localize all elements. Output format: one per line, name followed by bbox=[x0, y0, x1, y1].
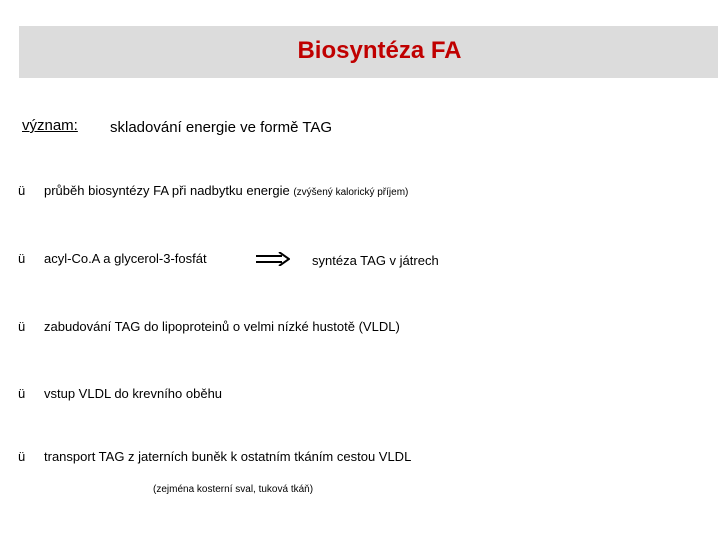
check-icon: ü bbox=[18, 319, 26, 334]
bullet-text: vstup VLDL do krevního oběhu bbox=[44, 386, 223, 401]
bullet-acyl-coa bbox=[18, 251, 207, 266]
bullet-text: transport TAG z jaterních buněk k ostatním tkáním cestou VLDL bbox=[44, 449, 412, 464]
double-right-arrow-icon bbox=[256, 252, 290, 266]
bullet-vldl-assembly bbox=[18, 319, 400, 334]
bullet-vldl-circulation bbox=[18, 386, 222, 401]
check-icon: ü bbox=[18, 386, 26, 401]
page-title: Biosyntéza FA bbox=[297, 37, 462, 64]
bullet-note: (zvýšený kalorický příjem) bbox=[293, 187, 409, 198]
check-icon: ü bbox=[18, 449, 26, 464]
check-icon: ü bbox=[18, 251, 26, 266]
title-bar bbox=[19, 26, 718, 78]
footnote: (zejména kosterní sval, tuková tkáň) bbox=[153, 484, 314, 495]
bullet-tag-transport bbox=[18, 449, 411, 464]
bullet-biosynthesis bbox=[18, 183, 408, 198]
bullet-text: zabudování TAG do lipoproteinů o velmi nízké hustotě (VLDL) bbox=[44, 319, 400, 334]
arrow-target-text: syntéza TAG v játrech bbox=[312, 253, 439, 268]
check-icon: ü bbox=[18, 183, 26, 198]
bullet-text: acyl-Co.A a glycerol-3-fosfát bbox=[44, 251, 207, 266]
bullet-text: průběh biosyntézy FA při nadbytku energie bbox=[44, 183, 290, 198]
meaning-label: význam: bbox=[22, 117, 78, 134]
meaning-text: skladování energie ve formě TAG bbox=[110, 119, 333, 136]
